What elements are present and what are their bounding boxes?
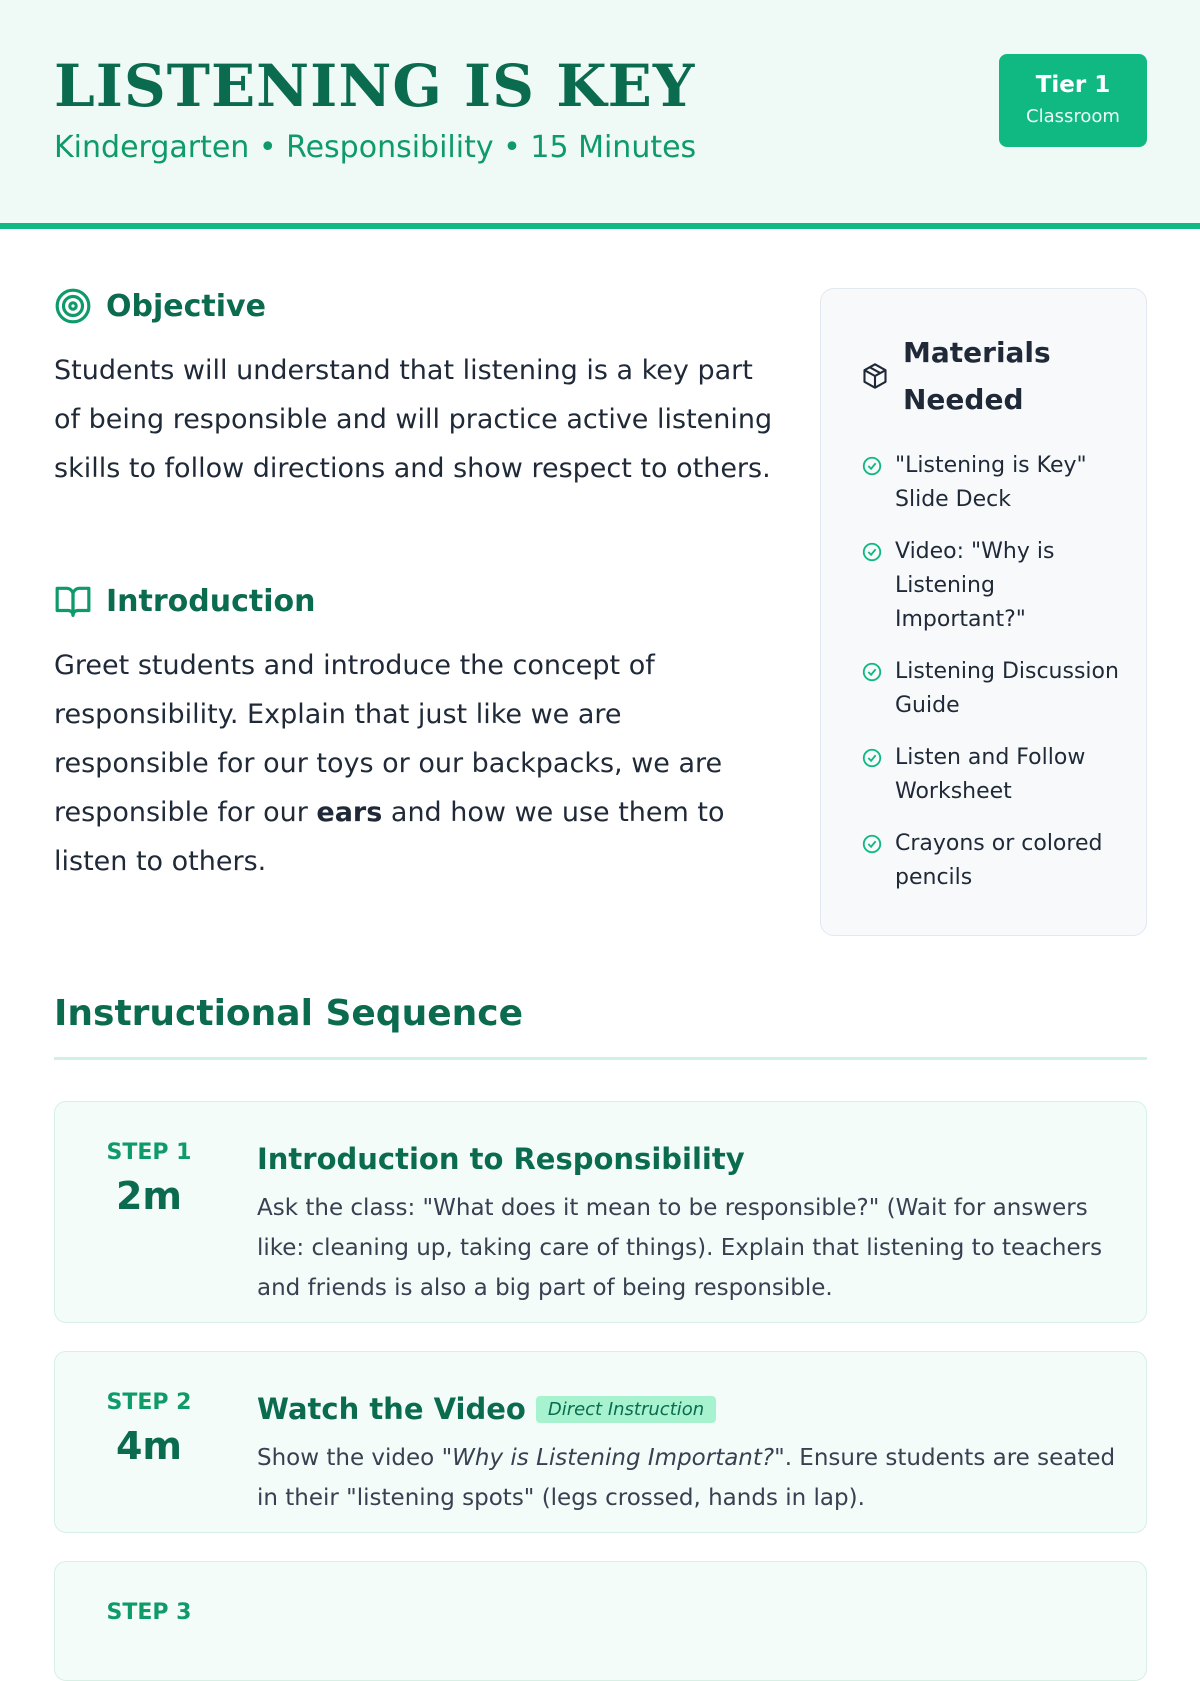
materials-item-label: Listening Discussion Guide [895,659,1119,718]
materials-item [861,449,1121,517]
cube-icon [861,362,889,390]
introduction-text-start: Greet students and introduce the concept of responsibility. Explain that just like we are responsible for our toys or our backpacks, we are responsible for our [54,650,723,828]
introduction-text-end: and how we use them to listen to others. [54,797,725,877]
step-title [257,1142,745,1176]
step-label: STEP 2 [106,1390,192,1415]
step-description [257,1188,1127,1308]
step-title-text: Watch the Video [257,1392,526,1426]
step-tag: Direct Instruction [536,1396,716,1423]
materials-item [861,535,1121,637]
step-label: STEP 3 [106,1600,192,1625]
materials-list [861,449,1121,913]
sequence-heading: Instructional Sequence [54,993,524,1034]
check-circle-icon [861,661,883,683]
materials-panel [820,288,1147,936]
objective-text: Students will understand that listening is a key part of being responsible and will practice active listening skills to follow directions and show respect to others. [54,355,773,484]
step-card [54,1101,1147,1323]
step-time: 4m [115,1424,183,1468]
page-header [0,0,1200,229]
step-card [54,1561,1147,1681]
step-description-start: Show the video [257,1445,442,1471]
step-label: STEP 1 [106,1140,192,1165]
objective-heading-text: Objective [106,288,266,324]
materials-item-label: Listen and Follow Worksheet [895,745,1086,804]
page-subtitle: Kindergarten • Responsibility • 15 Minutes [54,130,697,165]
step-title [257,1392,716,1426]
tier-badge [999,54,1147,147]
step-description [257,1438,1127,1518]
materials-header [861,329,1073,423]
check-circle-icon [861,455,883,477]
step-card [54,1351,1147,1533]
objective-heading [54,287,266,325]
check-circle-icon [861,541,883,563]
tier-sub: Classroom [1026,106,1120,127]
check-circle-icon [861,833,883,855]
introduction-text [54,641,774,886]
materials-item [861,827,1121,895]
target-icon [54,287,92,325]
materials-title: Materials Needed [903,336,1051,416]
tier-label: Tier 1 [1035,72,1111,98]
step-time: 2m [115,1174,183,1218]
sequence-divider [54,1057,1147,1060]
check-circle-icon [861,747,883,769]
materials-item-label: "Listening is Key" Slide Deck [895,453,1087,512]
open-book-icon [54,582,92,620]
introduction-heading [54,582,315,620]
introduction-text-bold: ears [316,797,383,828]
materials-item-label: Video: "Why is Listening Important?" [895,539,1055,632]
materials-item [861,655,1121,723]
materials-item [861,741,1121,809]
step-description-text: Ask the class: "What does it mean to be responsible?" (Wait for answers like: cleaning up, taking care of things). Explain that listening to teachers and friends is also a big part of being responsible. [257,1195,1103,1301]
page-title: LISTENING IS KEY [54,52,696,120]
step-description-end: . Ensure students are seated in their "listening spots" (legs crossed, hands in lap). [257,1445,1116,1511]
step-description-italic: "Why is Listening Important?" [441,1445,785,1471]
materials-item-label: Crayons or colored pencils [895,831,1103,890]
step-title-text: Introduction to Responsibility [257,1142,745,1176]
introduction-heading-text: Introduction [106,583,316,619]
